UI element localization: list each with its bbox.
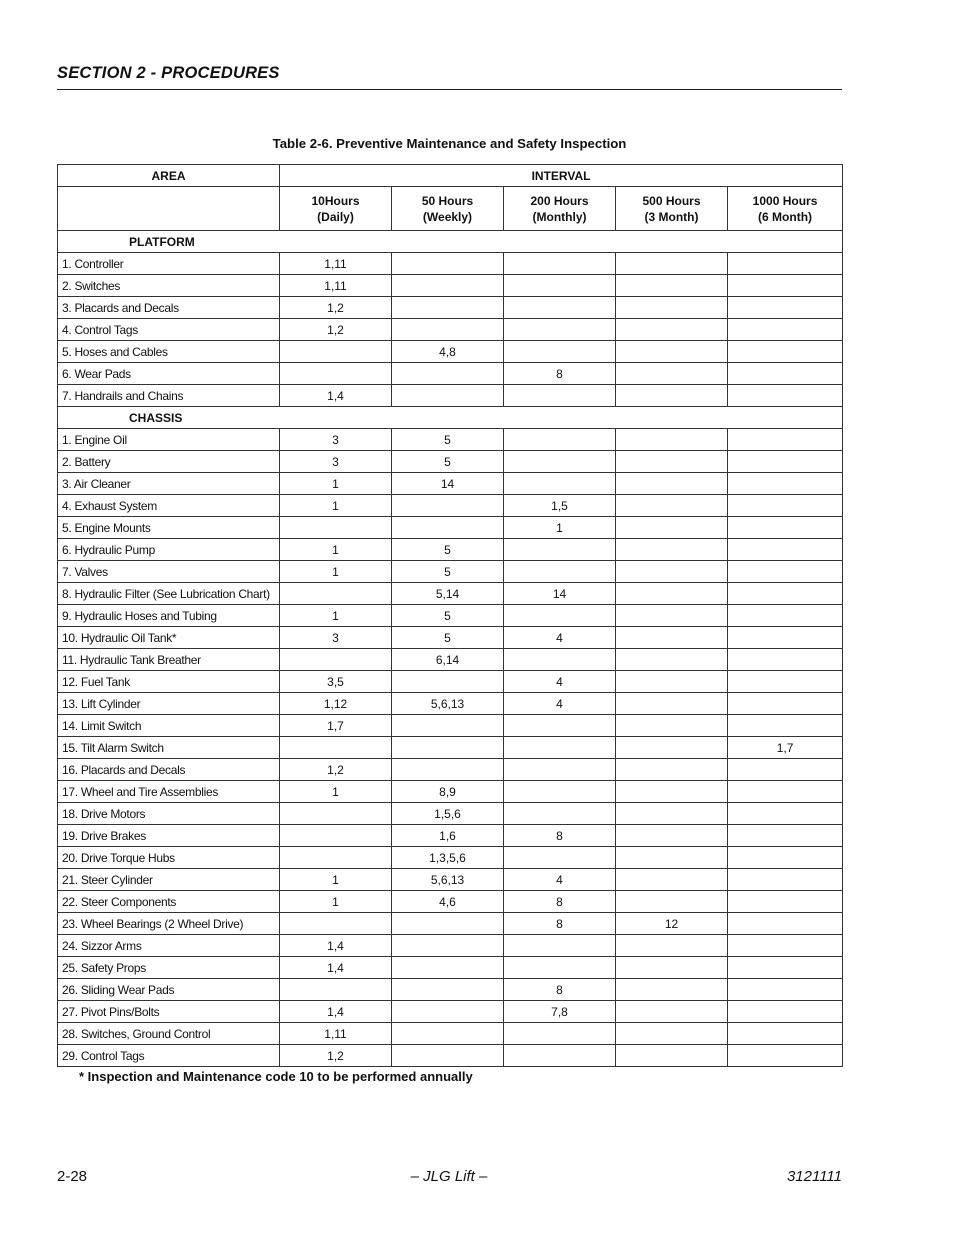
interval-cell: 3 (280, 451, 392, 473)
interval-cell (616, 649, 728, 671)
table-row (58, 913, 843, 935)
interval-cell: 8 (504, 979, 616, 1001)
maintenance-table (57, 164, 843, 1067)
interval-cell (280, 341, 392, 363)
interval-cell: 1 (280, 605, 392, 627)
interval-cell: 14 (392, 473, 504, 495)
interval-cell (616, 671, 728, 693)
area-cell: 10. Hydraulic Oil Tank* (58, 627, 280, 649)
table-row (58, 451, 843, 473)
interval-cell (728, 825, 843, 847)
interval-cell: 4,8 (392, 341, 504, 363)
interval-cell (616, 429, 728, 451)
interval-cell (728, 1023, 843, 1045)
interval-cell: 4 (504, 671, 616, 693)
area-cell: 17. Wheel and Tire Assemblies (58, 781, 280, 803)
interval-cell: 1,12 (280, 693, 392, 715)
interval-cell: 7,8 (504, 1001, 616, 1023)
interval-cell (728, 429, 843, 451)
interval-cell: 14 (504, 583, 616, 605)
interval-cell: 5 (392, 539, 504, 561)
interval-cell (616, 627, 728, 649)
interval-cell (392, 1045, 504, 1067)
interval-cell (392, 671, 504, 693)
interval-cell (728, 781, 843, 803)
interval-cell (728, 297, 843, 319)
interval-cell (616, 1045, 728, 1067)
table-row (58, 693, 843, 715)
interval-col-header: 500 Hours (3 Month) (616, 187, 728, 231)
interval-cell: 1,4 (280, 935, 392, 957)
interval-cell (728, 759, 843, 781)
interval-cell (504, 737, 616, 759)
table-row (58, 847, 843, 869)
area-cell: 18. Drive Motors (58, 803, 280, 825)
table-row (58, 759, 843, 781)
area-cell: 16. Placards and Decals (58, 759, 280, 781)
area-cell: 3. Placards and Decals (58, 297, 280, 319)
interval-cell: 1,11 (280, 253, 392, 275)
area-cell: 4. Exhaust System (58, 495, 280, 517)
interval-cell: 12 (616, 913, 728, 935)
area-header: AREA (58, 165, 280, 187)
interval-col-header: 50 Hours (Weekly) (392, 187, 504, 231)
table-row (58, 319, 843, 341)
table-row (58, 561, 843, 583)
area-cell: 6. Wear Pads (58, 363, 280, 385)
interval-cell: 5 (392, 429, 504, 451)
interval-cell (728, 1001, 843, 1023)
interval-cell (728, 341, 843, 363)
table-row (58, 473, 843, 495)
interval-cell (728, 583, 843, 605)
header-row-2 (58, 187, 843, 231)
area-cell: 24. Sizzor Arms (58, 935, 280, 957)
area-cell: 13. Lift Cylinder (58, 693, 280, 715)
interval-cell: 1,2 (280, 759, 392, 781)
interval-cell (728, 253, 843, 275)
table-row (58, 781, 843, 803)
interval-cell (392, 517, 504, 539)
table-row (58, 385, 843, 407)
interval-cell (504, 561, 616, 583)
interval-cell (616, 363, 728, 385)
interval-cell (616, 561, 728, 583)
interval-cell: 4 (504, 869, 616, 891)
interval-cell (504, 473, 616, 495)
table-row (58, 715, 843, 737)
interval-cell (280, 803, 392, 825)
interval-cell (728, 605, 843, 627)
interval-cell (504, 385, 616, 407)
interval-cell: 1,11 (280, 1023, 392, 1045)
area-cell: 20. Drive Torque Hubs (58, 847, 280, 869)
table-row (58, 517, 843, 539)
interval-cell (504, 1045, 616, 1067)
interval-cell (504, 319, 616, 341)
area-cell: 19. Drive Brakes (58, 825, 280, 847)
interval-cell (728, 715, 843, 737)
table-row (58, 583, 843, 605)
interval-header: INTERVAL (280, 165, 843, 187)
interval-cell (616, 781, 728, 803)
area-cell: 3. Air Cleaner (58, 473, 280, 495)
table-row (58, 649, 843, 671)
area-cell: 27. Pivot Pins/Bolts (58, 1001, 280, 1023)
footnote: * Inspection and Maintenance code 10 to be performed annually (79, 1069, 473, 1084)
table-row (58, 297, 843, 319)
header-rule (57, 89, 842, 90)
interval-cell (728, 671, 843, 693)
interval-cell (392, 759, 504, 781)
interval-cell (616, 341, 728, 363)
interval-cell (728, 385, 843, 407)
table-row (58, 429, 843, 451)
footer-brand: – JLG Lift – (410, 1168, 488, 1185)
table-row (58, 539, 843, 561)
interval-cell: 3,5 (280, 671, 392, 693)
interval-cell: 1,5,6 (392, 803, 504, 825)
interval-cell (392, 737, 504, 759)
area-cell: 22. Steer Components (58, 891, 280, 913)
interval-cell (392, 363, 504, 385)
interval-cell: 5 (392, 605, 504, 627)
interval-cell (392, 385, 504, 407)
interval-cell (392, 319, 504, 341)
interval-col-header: 200 Hours (Monthly) (504, 187, 616, 231)
table-row (58, 605, 843, 627)
interval-cell (392, 935, 504, 957)
interval-cell: 1,11 (280, 275, 392, 297)
interval-cell (616, 715, 728, 737)
area-cell: 9. Hydraulic Hoses and Tubing (58, 605, 280, 627)
area-cell: 2. Switches (58, 275, 280, 297)
interval-cell (728, 979, 843, 1001)
interval-cell (728, 627, 843, 649)
interval-cell (728, 693, 843, 715)
interval-cell: 5 (392, 627, 504, 649)
interval-cell: 1,7 (728, 737, 843, 759)
table-row (58, 979, 843, 1001)
interval-cell (504, 429, 616, 451)
interval-col-header: 1000 Hours (6 Month) (728, 187, 843, 231)
interval-cell: 5,6,13 (392, 693, 504, 715)
area-cell: 23. Wheel Bearings (2 Wheel Drive) (58, 913, 280, 935)
interval-cell: 1,7 (280, 715, 392, 737)
interval-cell (280, 583, 392, 605)
interval-cell (616, 385, 728, 407)
interval-cell (504, 297, 616, 319)
table-row (58, 825, 843, 847)
interval-cell: 1 (280, 561, 392, 583)
table-row (58, 737, 843, 759)
area-cell: 5. Engine Mounts (58, 517, 280, 539)
table-row (58, 935, 843, 957)
interval-cell (504, 759, 616, 781)
interval-cell: 4 (504, 693, 616, 715)
page-number: 2-28 (57, 1168, 88, 1185)
section-title: CHASSIS (58, 407, 843, 429)
interval-cell (728, 363, 843, 385)
section-title: PLATFORM (58, 231, 843, 253)
interval-cell (392, 715, 504, 737)
table-body (58, 231, 843, 1067)
interval-cell (504, 715, 616, 737)
table-row (58, 495, 843, 517)
interval-cell (504, 781, 616, 803)
table-row (58, 253, 843, 275)
interval-cell: 8 (504, 825, 616, 847)
table-row (58, 627, 843, 649)
interval-cell: 1 (280, 781, 392, 803)
interval-cell (616, 451, 728, 473)
interval-cell (616, 517, 728, 539)
interval-cell (728, 517, 843, 539)
interval-cell: 3 (280, 429, 392, 451)
interval-cell (280, 825, 392, 847)
interval-col-header: 10Hours (Daily) (280, 187, 392, 231)
table-row (58, 1045, 843, 1067)
interval-cell (280, 363, 392, 385)
interval-cell (616, 935, 728, 957)
interval-cell (616, 495, 728, 517)
interval-cell (504, 451, 616, 473)
interval-cell (728, 539, 843, 561)
interval-cell (728, 275, 843, 297)
table-row (58, 1023, 843, 1045)
area-cell: 29. Control Tags (58, 1045, 280, 1067)
area-cell: 1. Engine Oil (58, 429, 280, 451)
interval-cell (504, 803, 616, 825)
interval-cell (392, 1023, 504, 1045)
area-cell: 7. Valves (58, 561, 280, 583)
interval-cell: 1,3,5,6 (392, 847, 504, 869)
interval-cell (616, 759, 728, 781)
interval-cell (504, 649, 616, 671)
interval-cell (616, 869, 728, 891)
interval-cell: 4 (504, 627, 616, 649)
interval-cell: 1,2 (280, 319, 392, 341)
interval-cell: 5 (392, 561, 504, 583)
table-row (58, 341, 843, 363)
interval-cell (728, 957, 843, 979)
interval-cell (616, 253, 728, 275)
interval-cell (280, 913, 392, 935)
interval-cell (616, 297, 728, 319)
interval-cell (504, 935, 616, 957)
area-cell: 5. Hoses and Cables (58, 341, 280, 363)
interval-cell (616, 275, 728, 297)
interval-cell (728, 1045, 843, 1067)
interval-cell (280, 979, 392, 1001)
area-cell: 12. Fuel Tank (58, 671, 280, 693)
interval-cell (728, 847, 843, 869)
interval-cell (728, 319, 843, 341)
interval-cell (728, 495, 843, 517)
interval-cell: 5 (392, 451, 504, 473)
section-row (58, 231, 843, 253)
interval-cell: 8 (504, 891, 616, 913)
interval-cell (504, 957, 616, 979)
interval-cell (728, 451, 843, 473)
area-cell: 11. Hydraulic Tank Breather (58, 649, 280, 671)
interval-cell (728, 473, 843, 495)
area-cell: 1. Controller (58, 253, 280, 275)
interval-cell (504, 847, 616, 869)
interval-cell (616, 803, 728, 825)
interval-cell (616, 605, 728, 627)
interval-cell: 1,4 (280, 385, 392, 407)
table-row (58, 671, 843, 693)
interval-cell (616, 539, 728, 561)
interval-cell (392, 913, 504, 935)
interval-cell (728, 913, 843, 935)
interval-cell (616, 693, 728, 715)
area-cell: 4. Control Tags (58, 319, 280, 341)
table-row (58, 803, 843, 825)
section-header: SECTION 2 - PROCEDURES (57, 64, 280, 82)
interval-cell: 1 (280, 869, 392, 891)
interval-cell (280, 649, 392, 671)
area-cell: 6. Hydraulic Pump (58, 539, 280, 561)
interval-cell: 1,2 (280, 297, 392, 319)
interval-cell (616, 825, 728, 847)
interval-cell (504, 275, 616, 297)
interval-cell (504, 341, 616, 363)
table-row (58, 957, 843, 979)
interval-cell (392, 253, 504, 275)
table-title: Table 2-6. Preventive Maintenance and Safety Inspection (272, 136, 627, 151)
interval-cell: 1 (280, 891, 392, 913)
table-row (58, 869, 843, 891)
area-cell: 21. Steer Cylinder (58, 869, 280, 891)
interval-cell (504, 539, 616, 561)
area-cell: 7. Handrails and Chains (58, 385, 280, 407)
interval-cell: 1 (280, 495, 392, 517)
interval-cell (728, 561, 843, 583)
table-row (58, 363, 843, 385)
interval-cell (616, 891, 728, 913)
interval-cell (280, 847, 392, 869)
interval-cell: 6,14 (392, 649, 504, 671)
interval-cell (616, 737, 728, 759)
interval-cell (616, 1023, 728, 1045)
area-cell: 26. Sliding Wear Pads (58, 979, 280, 1001)
interval-cell (504, 605, 616, 627)
interval-cell (392, 1001, 504, 1023)
area-cell: 28. Switches, Ground Control (58, 1023, 280, 1045)
interval-cell (616, 583, 728, 605)
area-cell: 25. Safety Props (58, 957, 280, 979)
area-cell: 8. Hydraulic Filter (See Lubrication Chart) (58, 583, 280, 605)
table-row (58, 275, 843, 297)
interval-cell: 1,4 (280, 1001, 392, 1023)
interval-cell (392, 495, 504, 517)
interval-cell: 5,6,13 (392, 869, 504, 891)
interval-cell (616, 473, 728, 495)
interval-cell (616, 957, 728, 979)
doc-number: 3121111 (786, 1168, 842, 1185)
interval-cell (728, 869, 843, 891)
interval-cell: 8 (504, 363, 616, 385)
interval-cell: 1 (280, 473, 392, 495)
header-row-1 (58, 165, 843, 187)
interval-cell (392, 979, 504, 1001)
interval-cell (616, 847, 728, 869)
interval-cell: 5,14 (392, 583, 504, 605)
interval-cell (616, 979, 728, 1001)
section-row (58, 407, 843, 429)
interval-cell: 8,9 (392, 781, 504, 803)
interval-cell: 4,6 (392, 891, 504, 913)
interval-cell: 1,2 (280, 1045, 392, 1067)
area-cell: 14. Limit Switch (58, 715, 280, 737)
interval-cell (504, 253, 616, 275)
interval-cell (392, 297, 504, 319)
interval-cell: 1 (504, 517, 616, 539)
interval-cell (280, 737, 392, 759)
table-row (58, 1001, 843, 1023)
interval-cell: 1,4 (280, 957, 392, 979)
interval-cell: 3 (280, 627, 392, 649)
interval-cell: 8 (504, 913, 616, 935)
interval-cell: 1,6 (392, 825, 504, 847)
interval-cell (392, 957, 504, 979)
area-cell: 2. Battery (58, 451, 280, 473)
interval-cell (728, 649, 843, 671)
area-cell: 15. Tilt Alarm Switch (58, 737, 280, 759)
interval-cell (728, 803, 843, 825)
interval-cell: 1 (280, 539, 392, 561)
interval-cell (728, 935, 843, 957)
interval-cell (616, 319, 728, 341)
interval-cell: 1,5 (504, 495, 616, 517)
interval-cell (280, 517, 392, 539)
table-row (58, 891, 843, 913)
area-header-blank (58, 187, 280, 231)
interval-cell (392, 275, 504, 297)
interval-cell (504, 1023, 616, 1045)
interval-cell (616, 1001, 728, 1023)
interval-cell (728, 891, 843, 913)
